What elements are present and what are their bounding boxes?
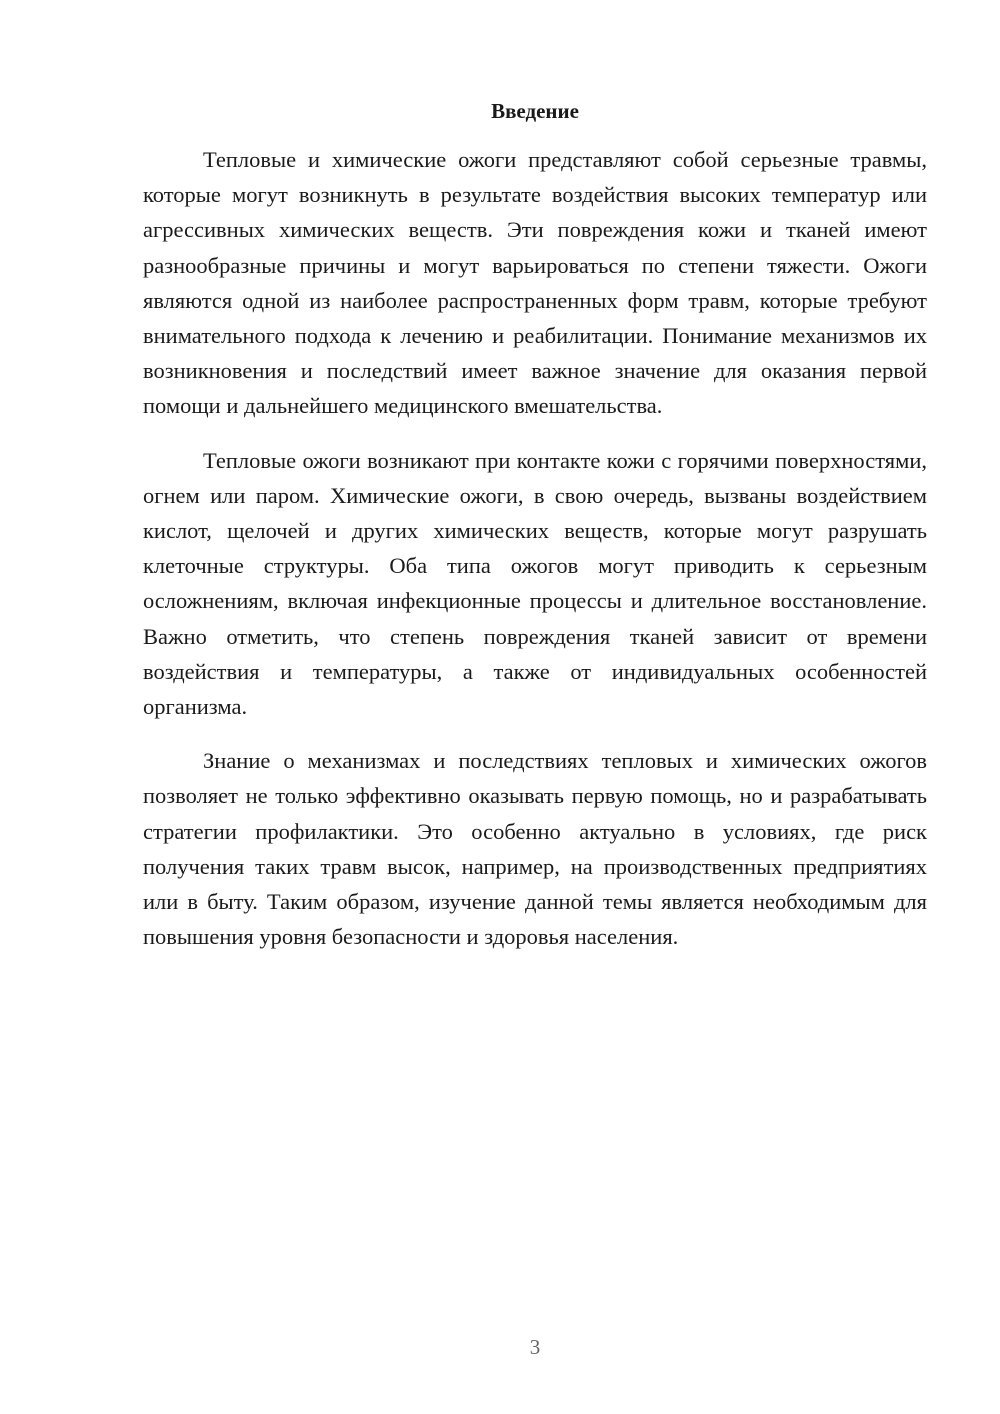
paragraph-3: Знание о механизмах и последствиях тепловых и химических ожогов позволяет не только эффективно оказывать первую помощь, но и разрабатывать стратегии профилактики. Это особенно актуально в условиях, где риск получения таких травм высок, например, на производственных предприятиях или в быту. Таким образом, изучение данной темы является необходимым для повышения уровня безопасности и здоровья населения. — [143, 748, 927, 950]
page-number: 3 — [529, 1335, 541, 1359]
paragraph-2: Тепловые ожоги возникают при контакте кожи с горячими поверхностями, огнем или паром. Химические ожоги, в свою очередь, вызваны воздействием кислот, щелочей и других химических веществ, которые могут разрушать клеточные структуры. Оба типа ожогов могут приводить к серьезным осложнениям, включая инфекционные процессы и длительное восстановление. Важно отметить, что степень повреждения тканей зависит от времени воздействия и температуры, а также от индивидуальных особенностей организма. — [143, 447, 927, 720]
paragraph-1: Тепловые и химические ожоги представляют собой серьезные травмы, которые могут возникнуть в результате воздействия высоких температур или агрессивных химических веществ. Эти повреждения кожи и тканей имеют разнообразные причины и могут варьироваться по степени тяжести. Ожоги являются одной из наиболее распространенных форм травм, которые требуют внимательного подхода к лечению и реабилитации. Понимание механизмов их возникновения и последствий имеет важное значение для оказания первой помощи и дальнейшего медицинского вмешательства. — [143, 147, 927, 419]
body-text — [143, 142, 927, 954]
section-heading: Введение — [491, 99, 579, 123]
